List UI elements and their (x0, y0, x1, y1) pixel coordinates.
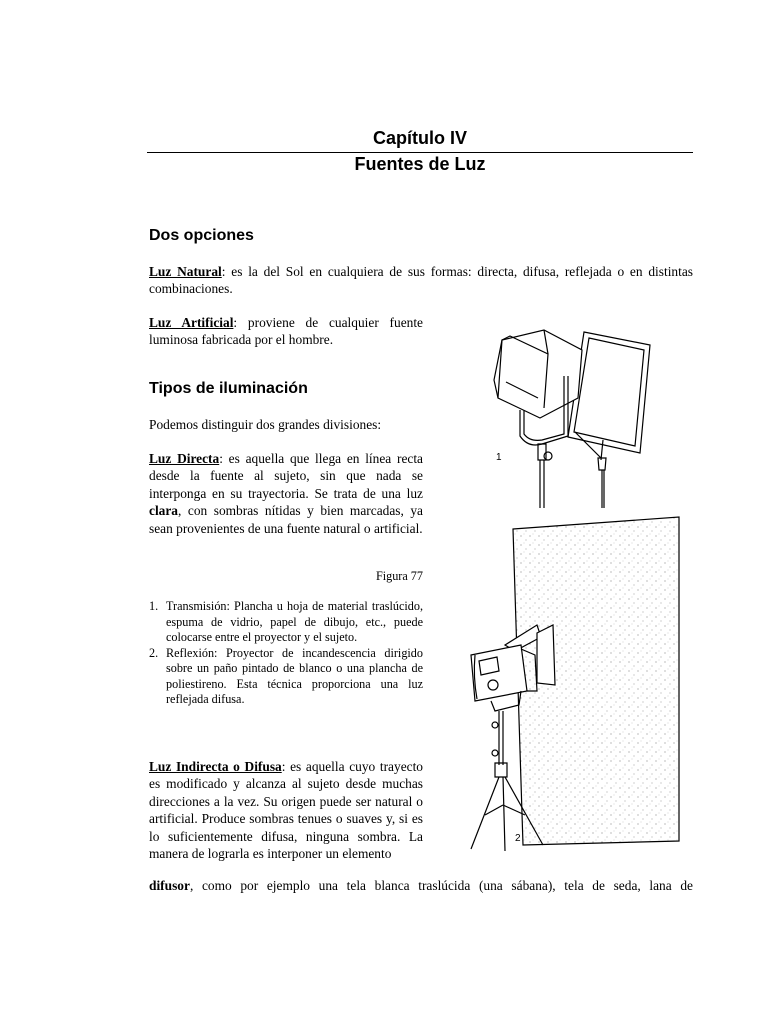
text-luz-directa-a: : es aquella que llega en línea recta desde la fuente al sujeto, sin que nada se interponga en su trayectoria. Se trata de una luz (149, 451, 423, 501)
term-luz-artificial: Luz Artificial (149, 315, 234, 330)
text-luz-artificial: : proviene de cualquier fuente luminosa fabricada por el hombre. (149, 315, 424, 348)
text-last-line: , como por ejemplo una tela blanca traslúcida (una sábana), tela de seda, lana de (189, 878, 693, 893)
paragraph-luz-artificial (149, 314, 423, 349)
list-item (149, 646, 423, 708)
term-luz-natural: Luz Natural (149, 264, 222, 279)
bold-difusor: difusor (149, 878, 190, 893)
figure-1-label: 1 (496, 452, 502, 463)
term-luz-indirecta: Luz Indirecta o Difusa (149, 759, 282, 774)
list-number: 2. (149, 645, 159, 660)
list-text: Transmisión: Plancha u hoja de material traslúcido, espuma de vidrio, papel de dibujo, etc., puede colocarse entre el proyector y el sujeto. (166, 599, 423, 644)
term-luz-directa: Luz Directa (149, 451, 220, 466)
figure-2-floodlight-board (465, 515, 685, 855)
title-rule (147, 152, 693, 153)
chapter-title: Capítulo IV (373, 128, 467, 148)
paragraph-luz-directa (149, 450, 423, 537)
section-heading-tipos: Tipos de iluminación (149, 380, 308, 397)
text-luz-directa-b: , con sombras nítidas y bien marcadas, ya sean provenientes de una fuente natural o artificial. (149, 503, 423, 536)
page-title: Fuentes de Luz (354, 154, 486, 174)
text-luz-indirecta: : es aquella cuyo trayecto es modificado y alcanza al sujeto desde muchas direcciones a la vez. Su origen puede ser natural o artificial. Produce sombras tenues o suaves y, si es lo suficientemente difusa, ninguna sombra. La manera de lograrla es interponer un elemento (149, 759, 423, 862)
paragraph-luz-natural (149, 263, 693, 298)
paragraph-last-line (149, 877, 693, 894)
list-text: Reflexión: Proyector de incandescencia dirigido sobre un paño pintado de blanco o una plancha de poliestireno. Esta técnica proporciona una luz reflejada difusa. (166, 645, 423, 706)
figure-2-label: 2 (515, 833, 521, 844)
bold-clara: clara (149, 503, 178, 519)
list-item (149, 599, 423, 646)
intro-text: Podemos distinguir dos grandes divisiones: (149, 417, 382, 432)
figure-1-spotlight-reflector (480, 310, 680, 510)
paragraph-luz-indirecta (149, 758, 423, 862)
text-luz-natural: : es la del Sol en cualquiera de sus formas: directa, difusa, reflejada o en distintas combinaciones. (149, 264, 693, 297)
figure-list (149, 599, 423, 708)
section-heading-dos-opciones: Dos opciones (149, 227, 254, 244)
figure-caption: Figura 77 (375, 569, 423, 583)
list-number: 1. (149, 599, 159, 613)
